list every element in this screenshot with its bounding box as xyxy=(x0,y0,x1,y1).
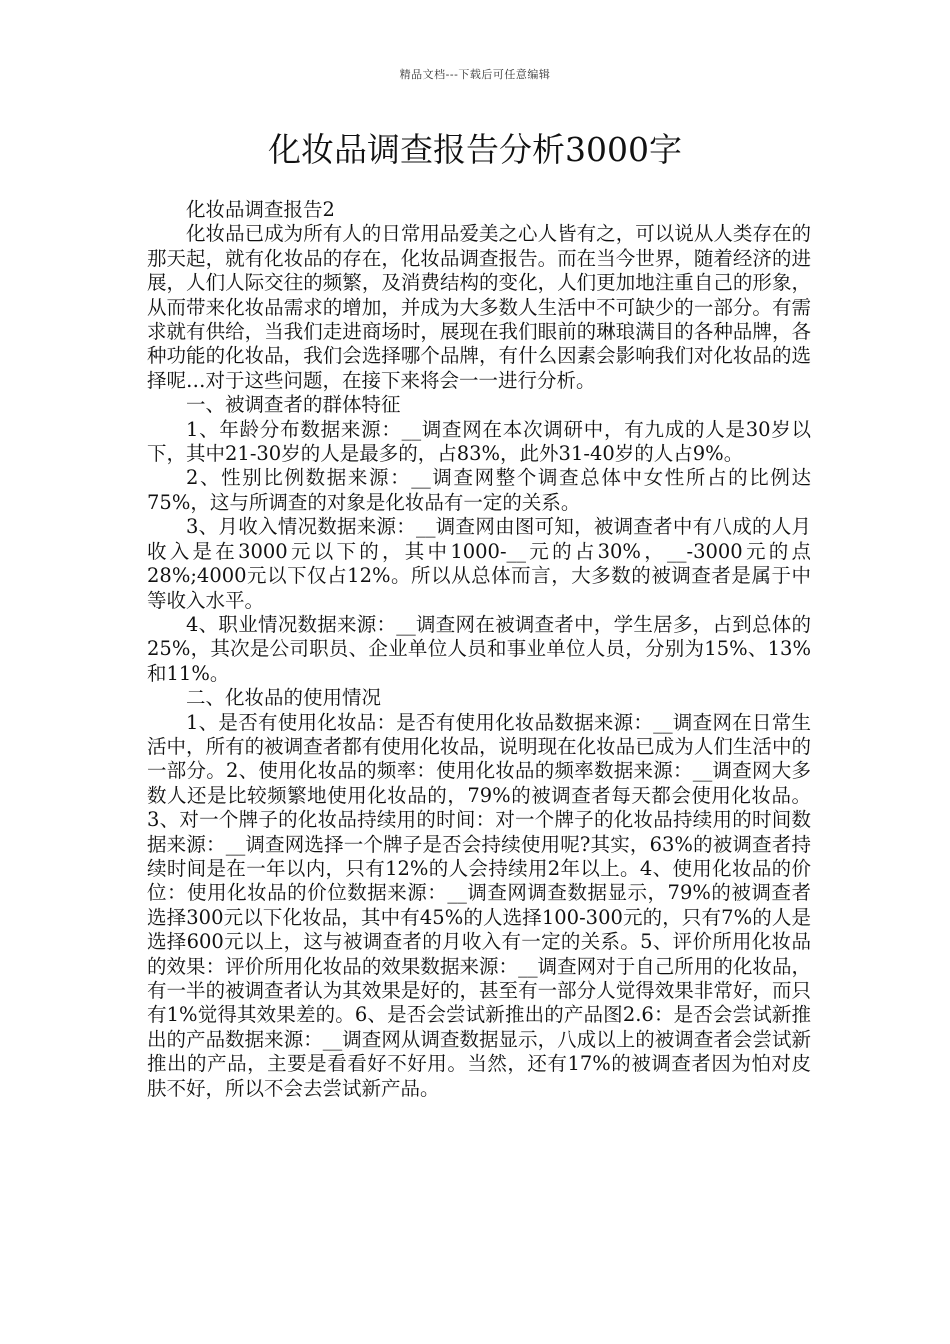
monthly-income-paragraph: 3、月收入情况数据来源：__调查网由图可知，被调查者中有八成的人月收入是在3000元以下的，其中1000-__元的占30%，__-3000元的点28%;4000元以下仅占12%。所以从总体而言，大多数的被调查者是属于中等收入水平。 xyxy=(147,515,811,612)
occupation-paragraph: 4、职业情况数据来源：__调查网在被调查者中，学生居多，占到总体的25%，其次是公司职员、企业单位人员和事业单位人员，分别为15%、13%和11%。 xyxy=(147,612,811,685)
section-heading-2: 二、化妆品的使用情况 xyxy=(186,686,382,710)
header-note: 精品文档---下载后可任意编辑 xyxy=(399,68,551,81)
document-title: 化妆品调查报告分析3000字 xyxy=(268,130,682,169)
section-heading-1: 一、被调查者的群体特征 xyxy=(186,393,401,417)
report-subtitle: 化妆品调查报告2 xyxy=(186,198,335,221)
intro-paragraph: 化妆品已成为所有人的日常用品爱美之心人皆有之，可以说从人类存在的那天起，就有化妆品的存在，化妆品调查报告。而在当今世界，随着经济的进展，人们人际交往的频繁，及消费结构的变化，人们更加地注重自己的形象，从而带来化妆品需求的增加，并成为大多数人生活中不可缺少的一部分。有需求就有供给，当我们走进商场时，展现在我们眼前的琳琅满目的各种品牌，各种功能的化妆品，我们会选择哪个品牌，有什么因素会影响我们对化妆品的选择呢…对于这些问题，在接下来将会一一进行分析。 xyxy=(147,222,811,392)
usage-paragraph: 1、是否有使用化妆品：是否有使用化妆品数据来源：__调查网在日常生活中，所有的被调查者都有使用化妆品，说明现在化妆品已成为人们生活中的一部分。2、使用化妆品的频率：使用化妆品的频率数据来源：__调查网大多数人还是比较频繁地使用化妆品的，79%的被调查者每天都会使用化妆品。3、对一个牌子的化妆品持续用的时间：对一个牌子的化妆品持续用的时间数据来源：__调查网选择一个牌子是否会持续使用呢?其实，63%的被调查者持续时间是在一年以内，只有12%的人会持续用2年以上。4、使用化妆品的价位：使用化妆品的价位数据来源：__调查网调查数据显示，79%的被调查者选择300元以下化妆品，其中有45%的人选择100-300元的，只有7%的人是选择600元以上，这与被调查者的月收入有一定的关系。5、评价所用化妆品的效果：评价所用化妆品的效果数据来源：__调查网对于自己所用的化妆品，有一半的被调查者认为其效果是好的，甚至有一部分人觉得效果非常好，而只有1%觉得其效果差的。6、是否会尝试新推出的产品图2.6：是否会尝试新推出的产品数据来源：__调查网从调查数据显示，八成以上的被调查者会尝试新推出的产品，主要是看看好不好用。当然，还有17%的被调查者因为怕对皮肤不好，所以不会去尝试新产品。 xyxy=(147,710,811,1100)
gender-ratio-paragraph: 2、性别比例数据来源：__调查网整个调查总体中女性所占的比例达75%，这与所调查的对象是化妆品有一定的关系。 xyxy=(147,466,811,514)
document-body xyxy=(147,198,811,1101)
age-distribution-paragraph: 1、年龄分布数据来源：__调查网在本次调研中，有九成的人是30岁以下，其中21-30岁的人是最多的，占83%，此外31-40岁的人占9%。 xyxy=(147,417,811,466)
